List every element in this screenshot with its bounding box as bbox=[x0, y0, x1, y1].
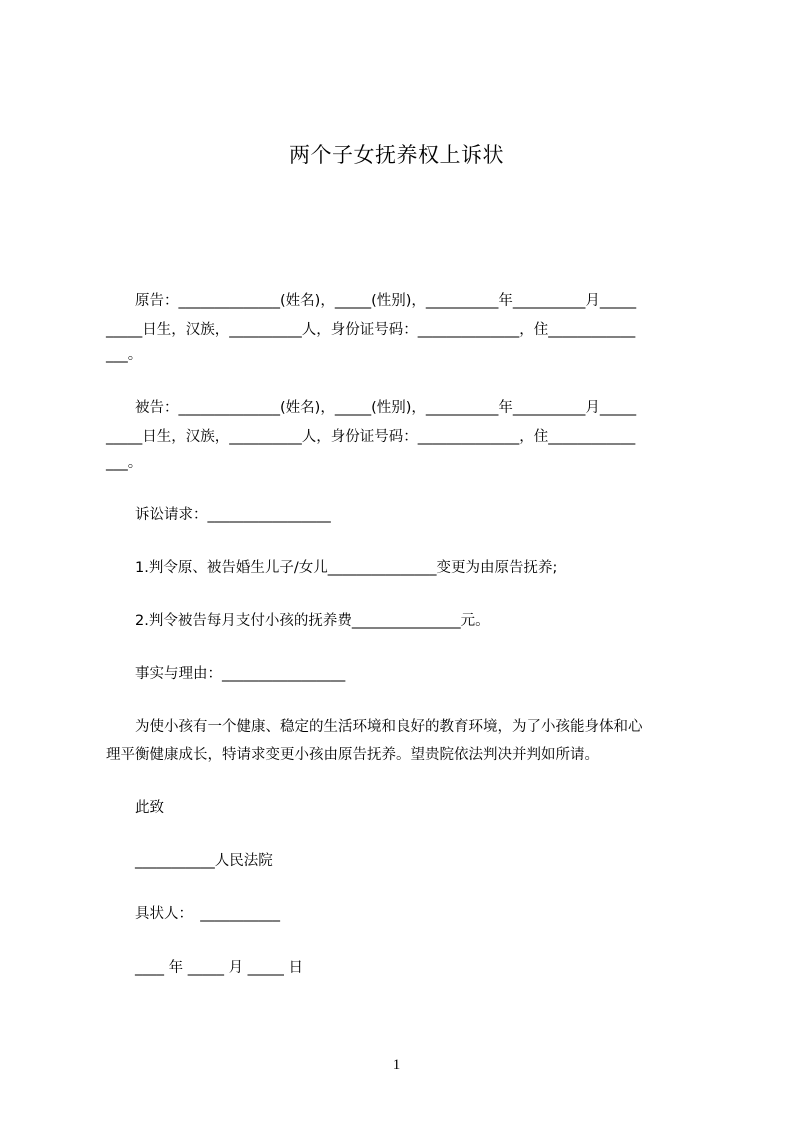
court-name-line: ___________人民法院 bbox=[106, 853, 273, 869]
facts-body-line-2: 理平衡健康成长，特请求变更小孩由原告抚养。望贵院依法判决并判如所请。 bbox=[106, 747, 599, 763]
date-line: ____ 年 _____ 月 _____ 日 bbox=[106, 960, 304, 976]
defendant-line-2: _____日生，汉族，__________人，身份证号码：______________，住____________ bbox=[106, 429, 636, 445]
closing-salutation: 此致 bbox=[106, 800, 164, 816]
document-title: 两个子女抚养权上诉状 bbox=[289, 143, 504, 167]
signer-line: 具状人： ___________ bbox=[106, 906, 280, 922]
claim-2: 2.判令被告每月支付小孩的抚养费_______________元。 bbox=[106, 613, 490, 629]
defendant-line-1: 被告：______________(姓名)，_____(性别)，__________年__________月_____ bbox=[106, 400, 637, 416]
facts-body-line-1: 为使小孩有一个健康、稳定的生活环境和良好的教育环境，为了小孩能身体和心 bbox=[106, 719, 643, 735]
facts-heading: 事实与理由：_________________ bbox=[106, 666, 346, 682]
claims-heading: 诉讼请求：_________________ bbox=[106, 507, 331, 523]
claim-1: 1.判令原、被告婚生儿子/女儿_______________变更为由原告抚养; bbox=[106, 560, 558, 576]
plaintiff-line-1: 原告：______________(姓名)，_____(性别)，__________年__________月_____ bbox=[106, 293, 637, 309]
plaintiff-line-2: _____日生，汉族，__________人，身份证号码：______________，住____________ bbox=[106, 322, 636, 338]
defendant-line-3: ___。 bbox=[106, 455, 143, 471]
page-number: 1 bbox=[392, 1057, 401, 1073]
plaintiff-line-3: ___。 bbox=[106, 347, 143, 363]
